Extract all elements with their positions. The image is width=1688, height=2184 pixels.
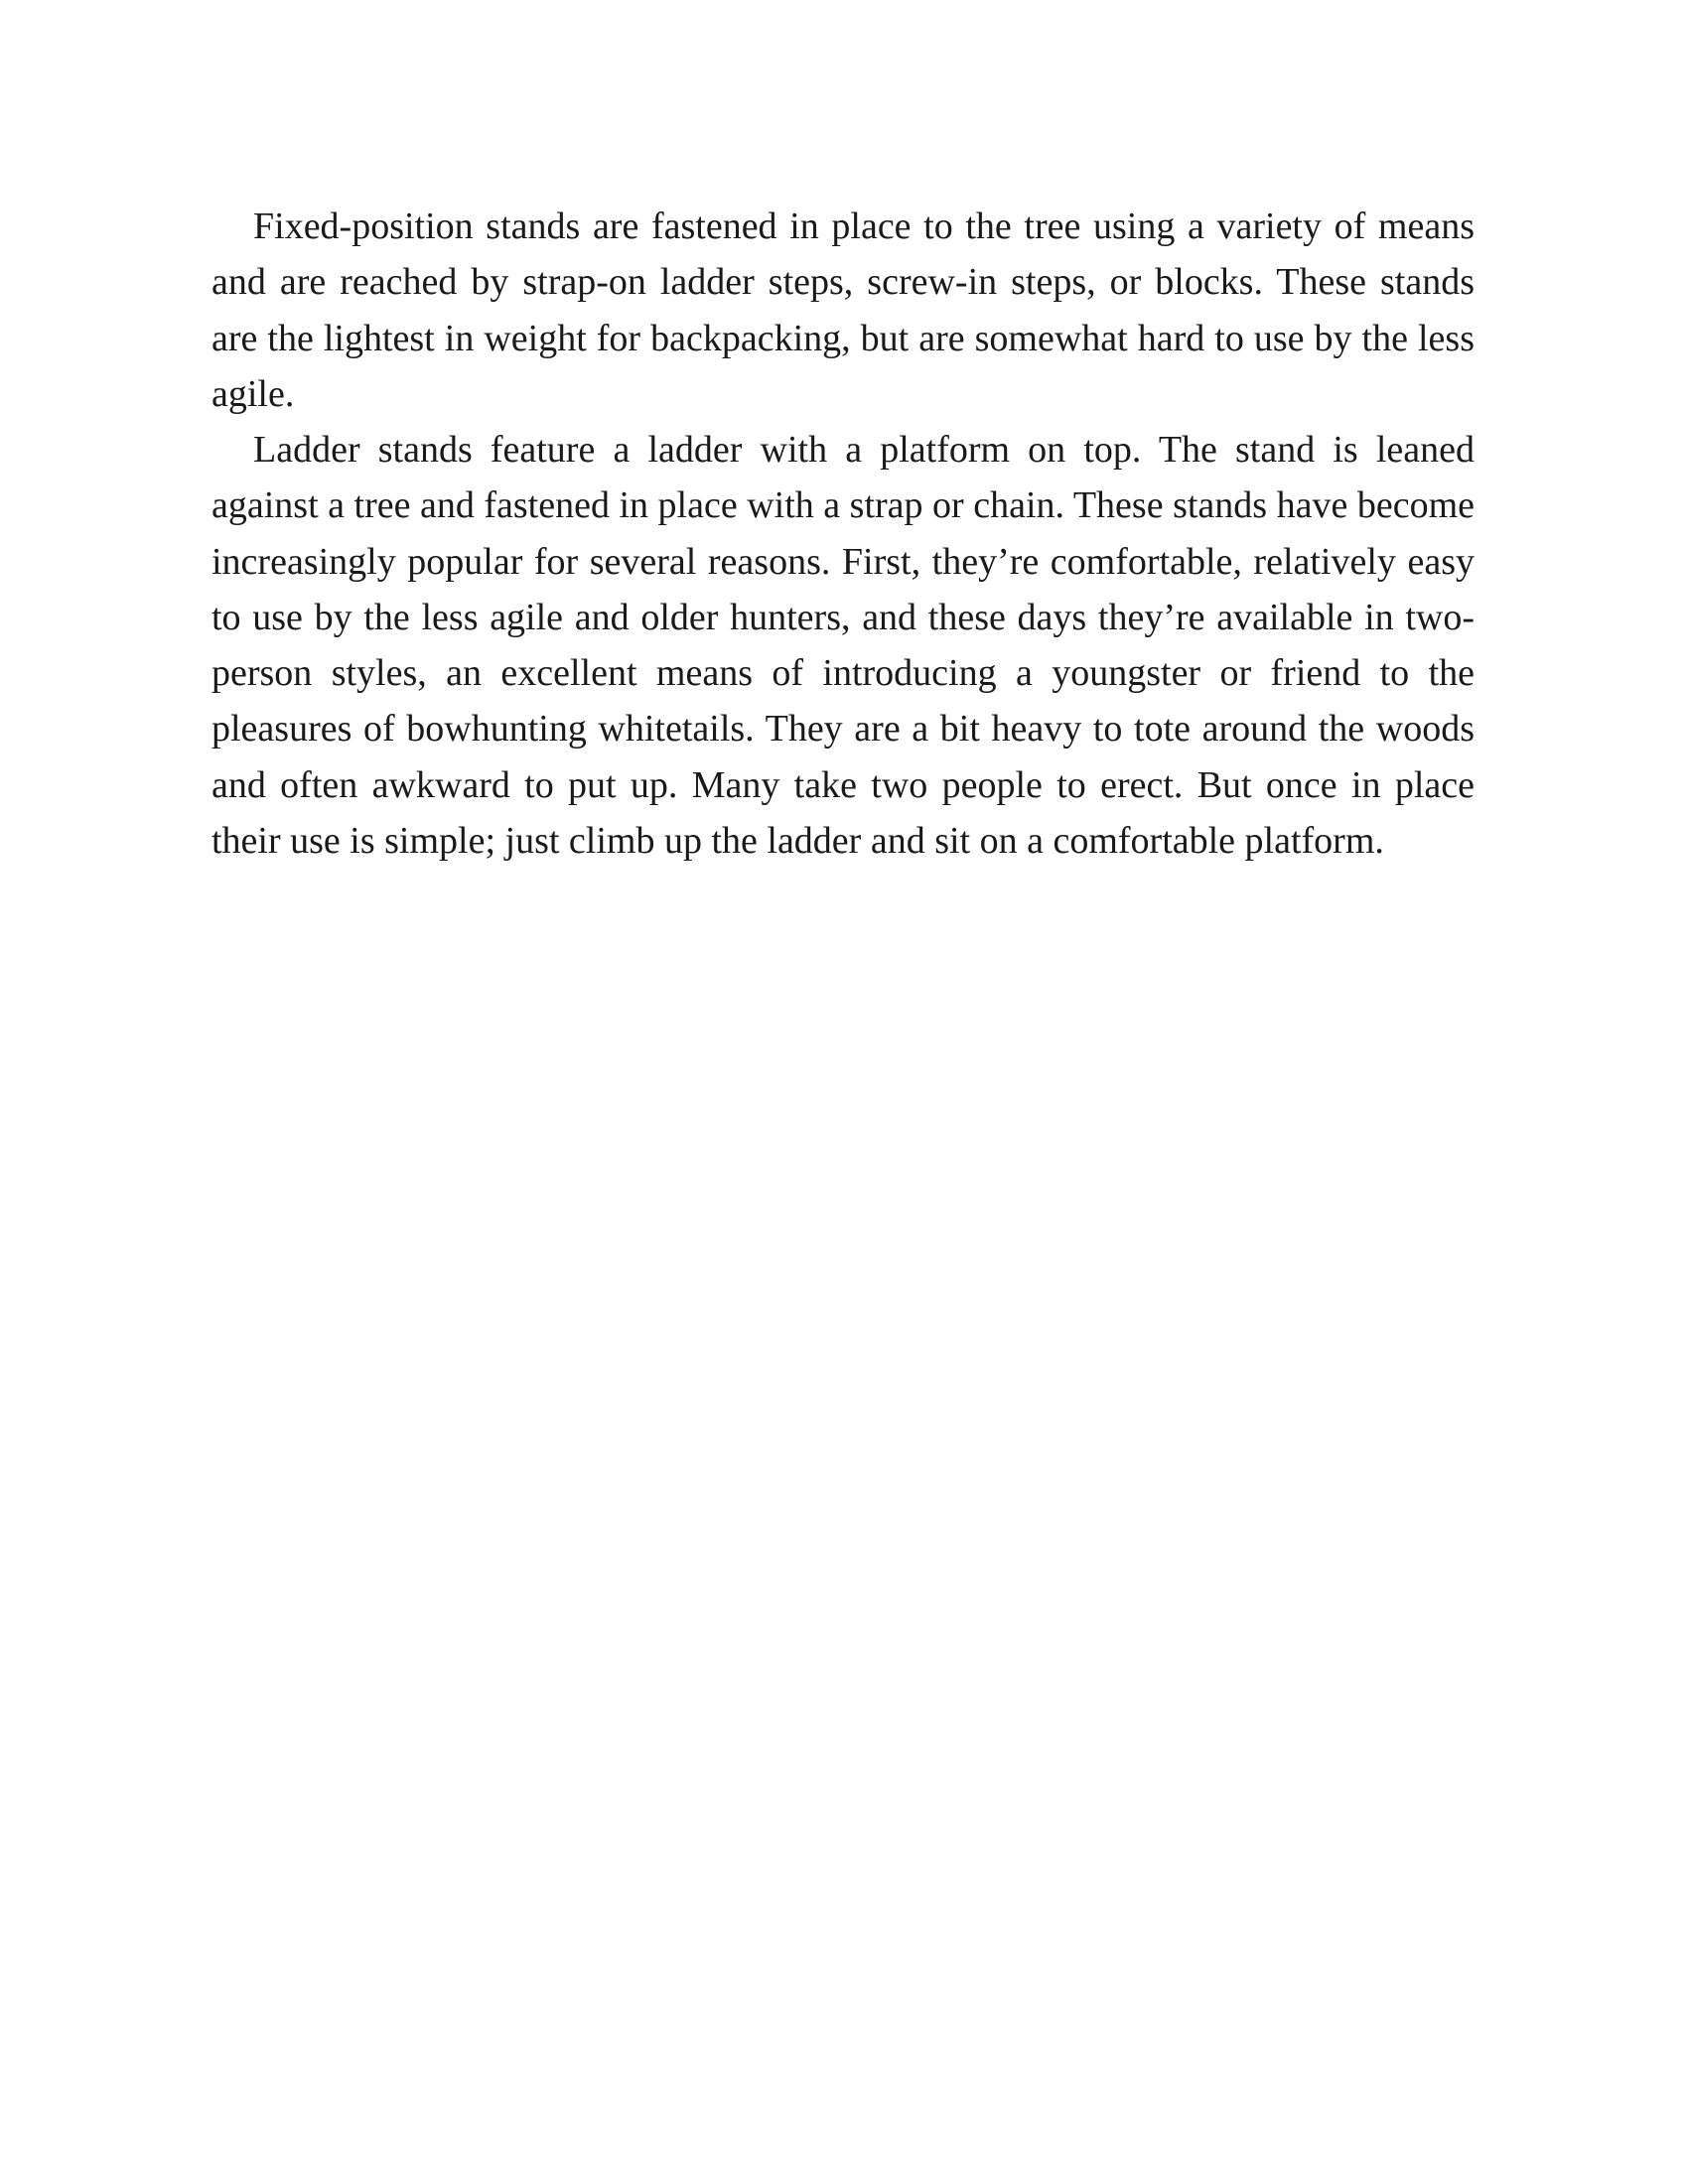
paragraph-fixed-position-stands: Fixed-position stands are fastened in place to the tree using a variety of means and are reached by strap-on ladder steps, screw-in steps, or blocks. These stands are the lightest in weight for backpacking, but are somewhat hard to use by the less agile.: [211, 205, 1475, 415]
paragraph-ladder-stands: Ladder stands feature a ladder with a platform on top. The stand is leaned against a tree and fastened in place with a strap or chain. These stands have become increasingly popular for several reasons. First, they’re comfortable, relatively easy to use by the less agile and older hunters, and these days they’re available in two-person styles, an excellent means of introducing a youngster or friend to the pleasures of bowhunting whitetails. They are a bit heavy to tote around the woods and often awkward to put up. Many take two people to erect. But once in place their use is simple; just climb up the ladder and sit on a comfortable platform.: [211, 429, 1475, 862]
body-text: [211, 199, 1475, 869]
